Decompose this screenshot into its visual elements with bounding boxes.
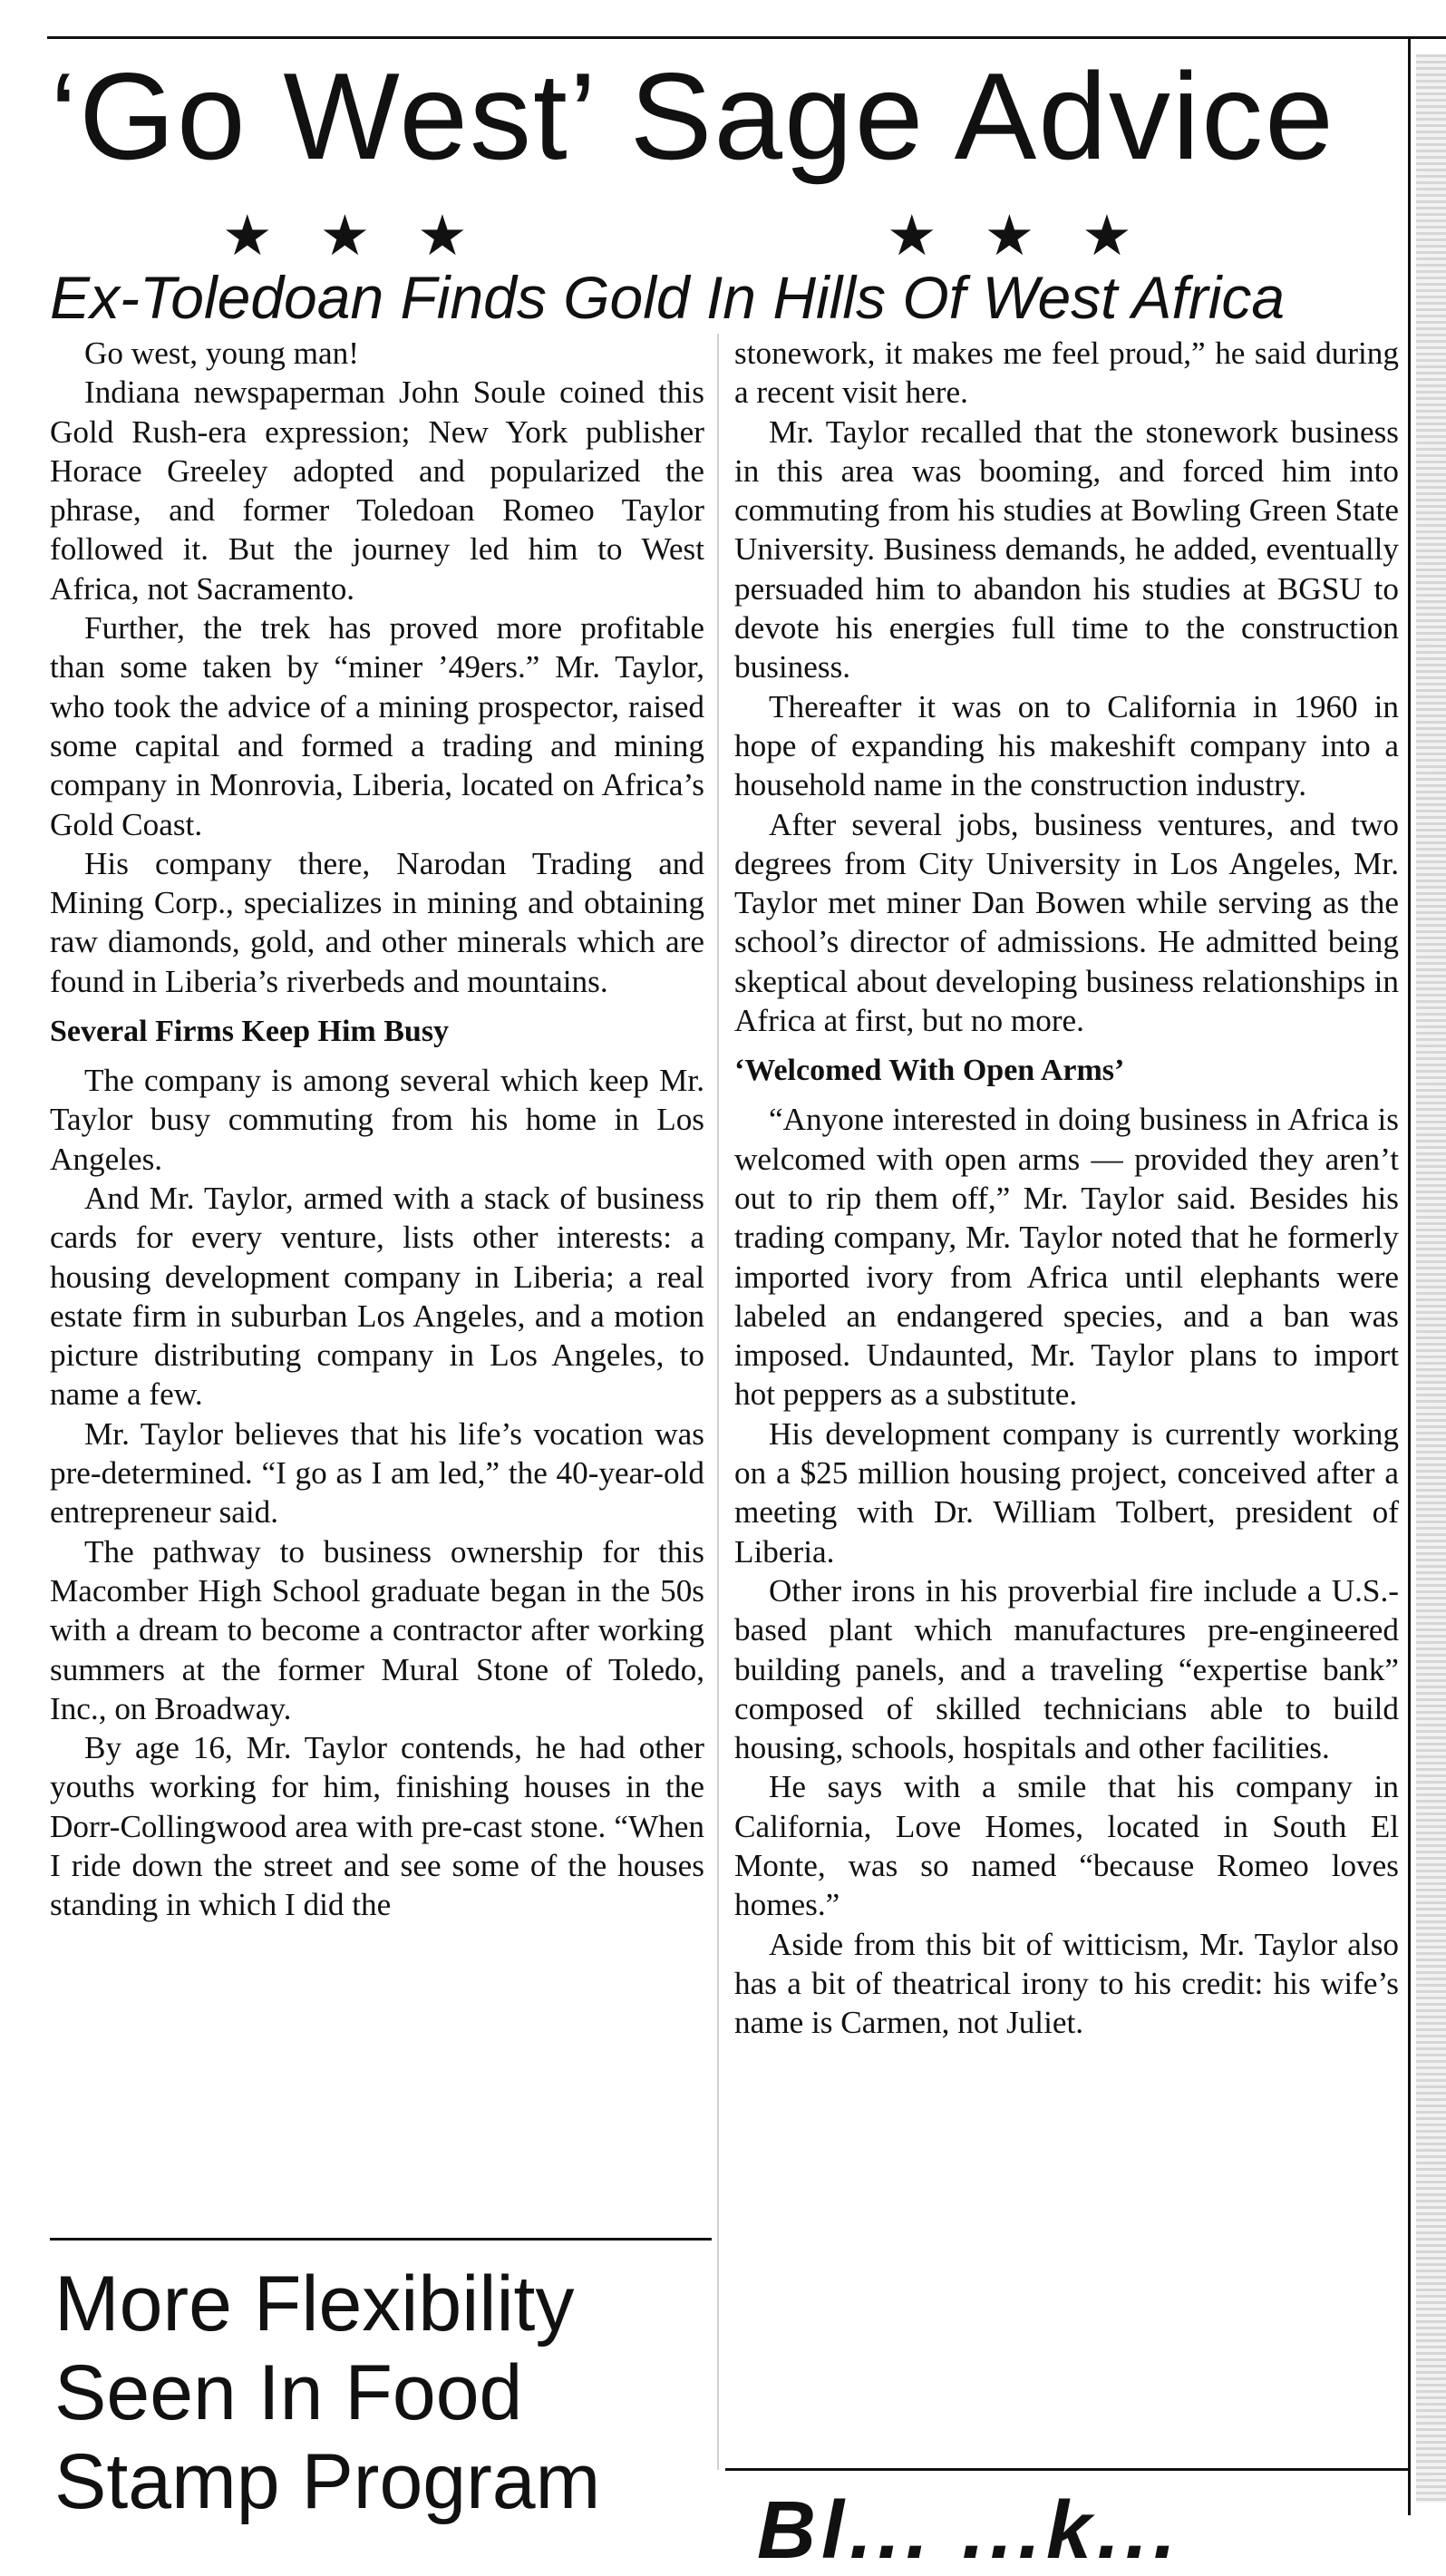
paragraph: Indiana newspaperman John Soule coined this Gold Rush-era expression; New York publisher Horace Greeley adopted and popularized the phrase, and former Toledoan Romeo Taylor followed it. But the journey led him to West Africa, not Sacramento. (50, 374, 704, 607)
section-subhead: Several Firms Keep Him Busy (50, 1015, 450, 1049)
next-article-headline: More Flexibility Seen In Food Stamp Program (54, 2260, 601, 2525)
paragraph: Mr. Taylor believes that his life’s vocation was pre-determined. “I go as I am led,” the 40-year-old entrepreneur said. (50, 1415, 704, 1531)
star-ornament-right: ★★★ (887, 202, 1179, 268)
bottom-rule (725, 2468, 1410, 2471)
paragraph: Other irons in his proverbial fire include a U.S.-based plant which manufactures pre-engineered building panels, and a traveling “expertise bank” composed of skilled technicians able to build housing, schools, hospitals and other facilities. (734, 1572, 1399, 1766)
paragraph: “Anyone interested in doing business in Africa is welcomed with open arms — provided they aren’t out to rip them off,” Mr. Taylor said. Besides his trading company, Mr. Taylor noted that he formerly imported ivory from Africa until elephants were labeled an endangered species, and a ban was imposed. Undaunted, Mr. Taylor plans to import hot peppers as a substitute. (734, 1102, 1399, 1413)
paragraph: His company there, Narodan Trading and Mining Corp., specializes in mining and obtaining raw diamonds, gold, and other minerals which are found in Liberia’s riverbeds and mountains. (50, 845, 704, 999)
paragraph: Mr. Taylor recalled that the stonework business in this area was booming, and forced him into commuting from his studies at Bowling Green State University. Business demands, he added, eventually persuaded him to abandon his studies at BGSU to devote his energies full time to the construction business. (734, 413, 1399, 685)
section-subhead: ‘Welcomed With Open Arms’ (734, 1054, 1125, 1088)
column-rule-right (1408, 36, 1411, 2515)
paragraph: He says with a smile that his company in California, Love Homes, located in South El Monte, was so named “because Romeo loves homes.” (734, 1769, 1399, 1923)
article-column-right (734, 334, 1399, 2042)
paragraph: Go west, young man! (84, 335, 359, 371)
cropped-headline-fragment (757, 2485, 1392, 2576)
paragraph: After several jobs, business ventures, and two degrees from City University in Los Angeles, Mr. Taylor met miner Dan Bowen while serving as the school’s director of admissions. He admitted being skeptical about developing business relationships in Africa at first, but no more. (734, 806, 1399, 1039)
paragraph: By age 16, Mr. Taylor contends, he had other youths working for him, finishing houses in the Dorr-Collingwood area with pre-cast stone. “When I ride down the street and see some of the houses standing in which I did the (50, 1730, 704, 1923)
paragraph: The pathway to business ownership for this Macomber High School graduate began in the 50s with a dream to become a contractor after working summers at the former Mural Stone of Toledo, Inc., on Broadway. (50, 1533, 704, 1726)
article-column-left (50, 334, 704, 1925)
paragraph: Further, the trek has proved more profitable than some taken by “miner ’49ers.” Mr. Taylor, who took the advice of a mining prospector, raised some capital and formed a trading and mining company in Monrovia, Liberia, located on Africa’s Gold Coast. (50, 610, 704, 842)
paragraph: Aside from this bit of witticism, Mr. Taylor also has a bit of theatrical irony to his credit: his wife’s name is Carmen, not Juliet. (734, 1926, 1399, 2041)
paragraph: His development company is currently working on a $25 million housing project, conceived after a meeting with Dr. William Tolbert, president of Liberia. (734, 1415, 1399, 1570)
paragraph: The company is among several which keep Mr. Taylor busy commuting from his home in Los Angeles. (50, 1063, 704, 1177)
paragraph: And Mr. Taylor, armed with a stack of business cards for every venture, lists other interests: a housing development company in Liberia; a real estate firm in suburban Los Angeles, and a motion picture distributing company in Los Angeles, to name a few. (50, 1180, 704, 1413)
star-ornament-left: ★★★ (222, 202, 515, 268)
headline: ‘Go West’ Sage Advice (50, 47, 1335, 185)
column-divider (717, 334, 719, 2470)
adjacent-page-strip (1416, 54, 1446, 2503)
subheadline: Ex-Toledoan Finds Gold In Hills Of West Africa (50, 264, 1286, 331)
top-rule (47, 36, 1446, 39)
paragraph: stonework, it makes me feel proud,” he said during a recent visit here. (734, 335, 1399, 411)
cropped-headline-text: Bl... ...k... (757, 2485, 1182, 2576)
paragraph: Thereafter it was on to California in 1960 in hope of expanding his makeshift company into a household name in the construction industry. (734, 688, 1399, 803)
article-end-rule (50, 2238, 712, 2241)
